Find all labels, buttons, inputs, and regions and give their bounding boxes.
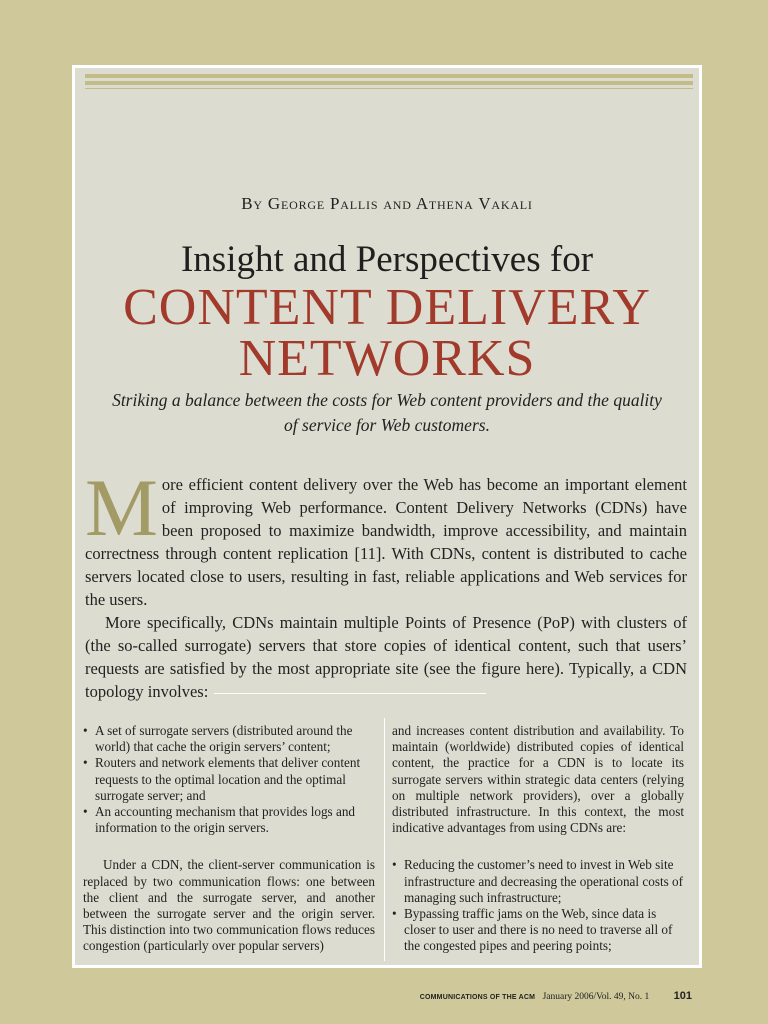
intro-paragraph-2	[85, 611, 687, 703]
list-item	[392, 857, 684, 906]
issue-info: January 2006/Vol. 49, No. 1	[542, 992, 650, 1002]
journal-name: COMMUNICATIONS OF THE ACM	[419, 994, 536, 1001]
rule-line	[85, 74, 693, 78]
rule-line	[85, 81, 693, 85]
page-footer	[420, 990, 692, 1002]
intro-paragraph-1	[85, 462, 687, 611]
list-item	[83, 755, 375, 804]
byline: By George Pallis and Athena Vakali	[241, 194, 533, 213]
drop-cap: M	[85, 462, 158, 553]
left-column	[83, 723, 375, 955]
subtitle: Striking a balance between the costs for Web content providers and the quality of service for Web customers.	[112, 390, 662, 435]
page-number: 101	[673, 990, 692, 1002]
intro-paragraph-2-text: More specifically, CDNs maintain multiple Points of Presence (PoP) with clusters of (the so-called surrogate) servers that store copies of identical content, such that users’ requests are satisfied by the most appropriate site (see the figure here). Typically, a CDN topology involves:	[85, 613, 687, 701]
list-item	[83, 804, 375, 836]
list-item-text: Reducing the customer’s need to invest in Web site infrastructure and decreasing the operational costs of managing such infrastructure;	[404, 857, 684, 905]
list-item-text: Routers and network elements that deliver content requests to the optimal location and the optimal surrogate server; and	[95, 755, 361, 803]
intro-text	[85, 462, 687, 703]
intro-paragraph-1-text: ore efficient content delivery over the Web has become an important element of improving Web performance. Content Delivery Networks (CDNs) have been proposed to maximize bandwidth, improve accessibility, and maintain correctness through content replication [11]. With CDNs, content is distributed to cache servers located close to users, resulting in fast, reliable applications and Web services for the users.	[85, 475, 687, 609]
title-line-3: NETWORKS	[238, 330, 536, 387]
bullet-icon: •	[83, 723, 88, 738]
bullet-icon: •	[83, 755, 88, 771]
bullet-icon: •	[83, 804, 88, 820]
column-divider	[384, 718, 385, 961]
title-line-2: CONTENT DELIVERY	[123, 279, 651, 336]
left-paragraph: Under a CDN, the client-server communication is replaced by two communication flows: one between the client and the surrogate server, and another between the surrogate server and the origin server. This distinction into two communication flows reduces congestion (particularly over popular servers)	[83, 857, 375, 954]
list-item-text: An accounting mechanism that provides logs and information to the origin servers.	[95, 804, 356, 836]
rule-line	[85, 88, 693, 89]
title-line-1: Insight and Perspectives for	[180, 239, 594, 280]
left-bullet-list	[83, 723, 375, 836]
article-panel	[72, 65, 702, 968]
bullet-icon: •	[392, 857, 397, 873]
right-bullet-list	[392, 857, 684, 954]
right-paragraph: and increases content distribution and availability. To maintain (worldwide) distributed copies of identical content, the practice for a CDN is to locate its surrogate servers within strategic data centers (relying on multiple network providers), over a globally distributed infrastructure. In this context, the most indicative advantages from using CDNs are:	[392, 723, 684, 836]
list-item-text: A set of surrogate servers (distributed around the world) that cache the origin servers’ content;	[95, 723, 353, 755]
list-item-text: Bypassing traffic jams on the Web, since data is closer to user and there is no need to traverse all of the congested pipes and peering points;	[404, 906, 673, 954]
list-item	[83, 723, 375, 755]
list-item	[392, 906, 684, 955]
bullet-icon: •	[392, 906, 397, 922]
decorative-rules	[85, 74, 693, 89]
inline-rule	[214, 693, 486, 694]
right-column	[392, 723, 684, 955]
